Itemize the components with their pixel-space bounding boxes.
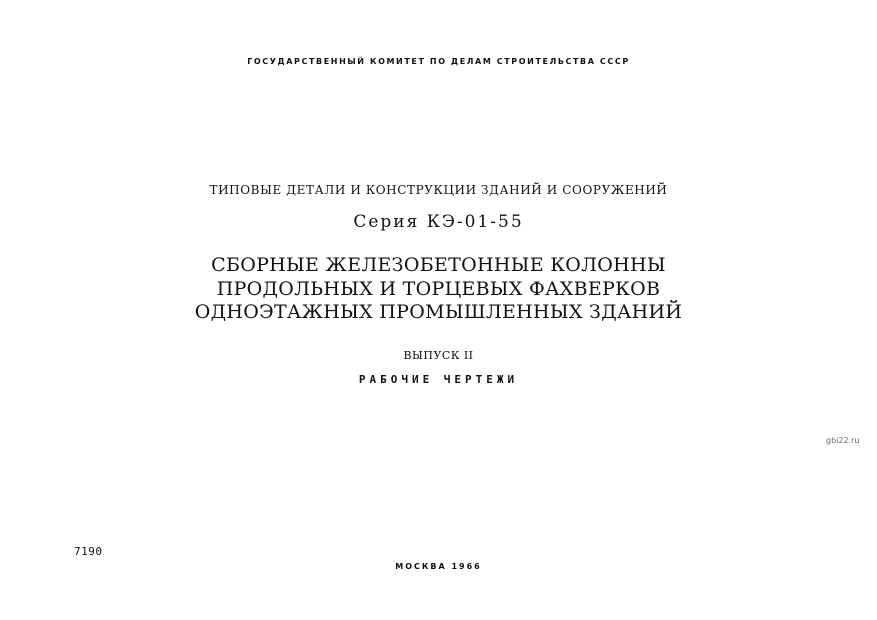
series-label: Серия КЭ-01-55 xyxy=(353,212,524,232)
title-line: СБОРНЫЕ ЖЕЛЕЗОБЕТОННЫЕ КОЛОННЫ xyxy=(211,254,666,276)
document-number: 7190 xyxy=(74,545,103,558)
city-year: МОСКВА 1966 xyxy=(395,562,482,571)
agency-heading: ГОСУДАРСТВЕННЫЙ КОМИТЕТ ПО ДЕЛАМ СТРОИТЕЛЬСТВА СССР xyxy=(247,57,630,66)
category-heading: ТИПОВЫЕ ДЕТАЛИ И КОНСТРУКЦИИ ЗДАНИЙ И СООРУЖЕНИЙ xyxy=(209,183,668,197)
title-line: ОДНОЭТАЖНЫХ ПРОМЫШЛЕННЫХ ЗДАНИЙ xyxy=(194,301,683,323)
issue-label: ВЫПУСК II xyxy=(403,349,474,362)
subtitle: РАБОЧИЕ ЧЕРТЕЖИ xyxy=(358,373,519,386)
title-line: ПРОДОЛЬНЫХ И ТОРЦЕВЫХ ФАХВЕРКОВ xyxy=(216,278,661,300)
watermark-text: gbi22.ru xyxy=(826,436,860,445)
